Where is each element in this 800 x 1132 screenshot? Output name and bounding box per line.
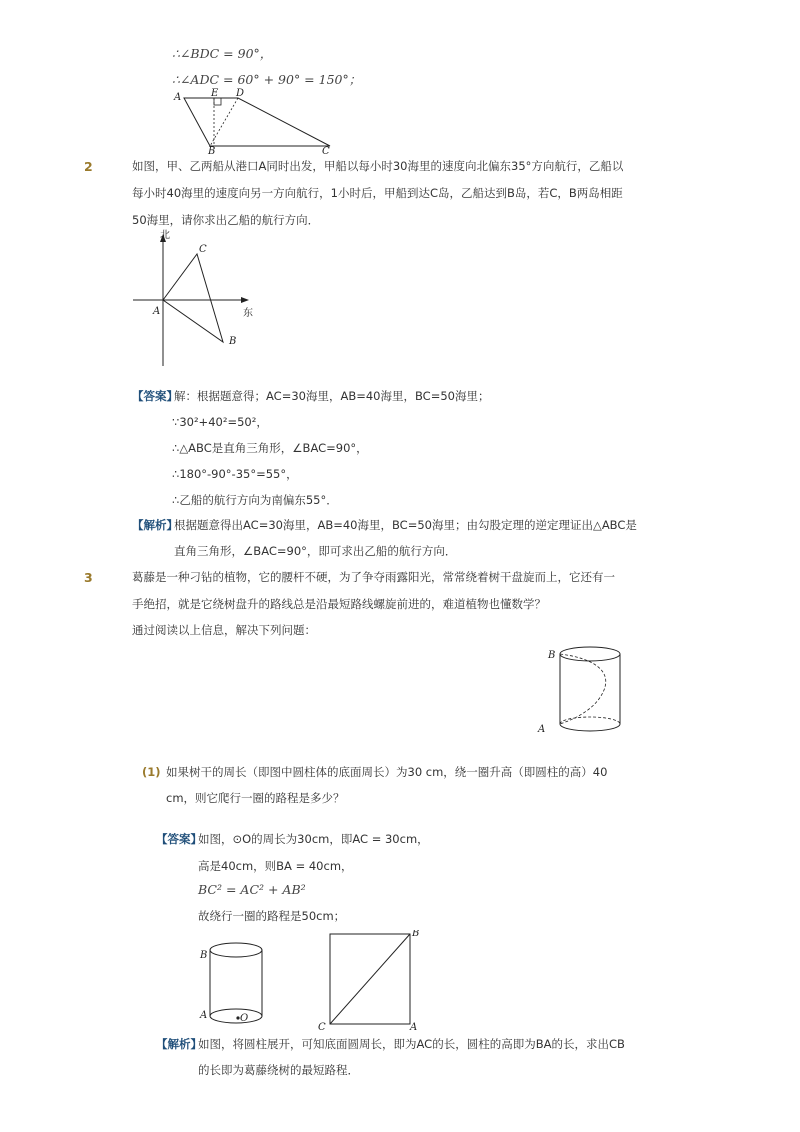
label-O: O bbox=[240, 1013, 249, 1024]
label-D: D bbox=[236, 88, 245, 99]
q2-analysis-tag: 【解析】 bbox=[132, 518, 178, 532]
q3-answer-tag: 【答案】 bbox=[156, 832, 202, 846]
label-A2: A bbox=[410, 1022, 418, 1033]
vine-cylinder-figure bbox=[532, 640, 628, 740]
label-B2: B bbox=[412, 930, 420, 939]
north-label: 北 bbox=[160, 230, 170, 241]
label-B: B bbox=[229, 336, 237, 347]
q2-answer-line-1: 解：根据题意得；AC=30海里，AB=40海里，BC=50海里； bbox=[174, 389, 490, 403]
prev-step-2: ∴∠ADC = 60° + 90° = 150°； bbox=[172, 72, 362, 87]
q3-answer-line-2: 高是40cm，则BA = 40cm， bbox=[198, 859, 353, 873]
label-C: C bbox=[322, 146, 330, 154]
label-A: A bbox=[538, 724, 546, 735]
label-B: B bbox=[548, 650, 556, 661]
label-B: B bbox=[208, 146, 216, 154]
east-label: 东 bbox=[243, 308, 253, 319]
q2-analysis-line-1: 根据题意得出AC=30海里，AB=40海里，BC=50海里；由勾股定理的逆定理证出△ABC是 bbox=[174, 518, 637, 532]
label-C: C bbox=[199, 244, 207, 255]
q3-stem-line-3: 通过阅读以上信息，解决下列问题： bbox=[132, 623, 316, 637]
label-B: B bbox=[200, 950, 208, 961]
q3-analysis-line-1: 如图，将圆柱展开，可知底面圆周长，即为AC的长，圆柱的高即为BA的长，求出CB bbox=[198, 1037, 625, 1051]
question-number-3: 3 bbox=[84, 570, 93, 585]
cylinder-unrolled-figure bbox=[196, 930, 426, 1034]
q3-answer-line-4: 故绕行一圈的路程是50cm； bbox=[198, 909, 346, 923]
q2-stem-line-2: 每小时40海里的速度向另一方向航行，1小时后，甲船到达C岛，乙船达到B岛，若C，B两岛相距 bbox=[132, 186, 623, 200]
q2-answer-tag: 【答案】 bbox=[132, 389, 178, 403]
prev-step-1: ∴∠BDC = 90°， bbox=[172, 46, 273, 61]
label-A: A bbox=[153, 306, 161, 317]
q2-stem-line-3: 50海里，请你求出乙船的航行方向． bbox=[132, 213, 320, 227]
q3-answer-line-3: BC² = AC² + AB² bbox=[198, 882, 306, 897]
q2-stem-line-1: 如图，甲、乙两船从港口A同时出发，甲船以每小时30海里的速度向北偏东35°方向航行，乙船以 bbox=[132, 159, 624, 173]
label-A: A bbox=[174, 92, 182, 103]
label-C: C bbox=[318, 1022, 326, 1033]
trapezoid-figure bbox=[170, 88, 340, 154]
label-A: A bbox=[200, 1010, 208, 1021]
label-E: E bbox=[211, 88, 219, 99]
q3-analysis-line-2: 的长即为葛藤绕树的最短路程． bbox=[198, 1063, 359, 1077]
q2-analysis-line-2: 直角三角形，∠BAC=90°，即可求出乙船的航行方向． bbox=[174, 544, 457, 558]
q3-answer-line-1: 如图，⊙O的周长为30cm，即AC = 30cm， bbox=[198, 832, 429, 846]
ships-figure bbox=[125, 226, 265, 372]
question-number-2: 2 bbox=[84, 159, 93, 174]
q2-answer-line-3: ∴△ABC是直角三角形，∠BAC=90°， bbox=[172, 441, 368, 455]
q2-answer-line-4: ∴180°-90°-35°=55°， bbox=[172, 467, 298, 481]
q3-sub1-line-2: cm，则它爬行一圈的路程是多少？ bbox=[166, 791, 345, 805]
q2-answer-line-5: ∴乙船的航行方向为南偏东55°． bbox=[172, 493, 338, 507]
q3-sub1-number: (1) bbox=[142, 765, 161, 779]
q3-stem-line-1: 葛藤是一种刁钻的植物，它的腰杆不硬，为了争夺雨露阳光，常常绕着树干盘旋而上，它还有一 bbox=[132, 570, 615, 584]
q2-answer-line-2: ∵30²+40²=50²， bbox=[172, 415, 268, 429]
q3-sub1-line-1: 如果树干的周长（即图中圆柱体的底面周长）为30 cm，绕一圈升高（即圆柱的高）40 bbox=[166, 765, 608, 779]
q3-analysis-tag: 【解析】 bbox=[156, 1037, 202, 1051]
q3-stem-line-2: 手绝招，就是它绕树盘升的路线总是沿最短路线螺旋前进的，难道植物也懂数学？ bbox=[132, 597, 546, 611]
